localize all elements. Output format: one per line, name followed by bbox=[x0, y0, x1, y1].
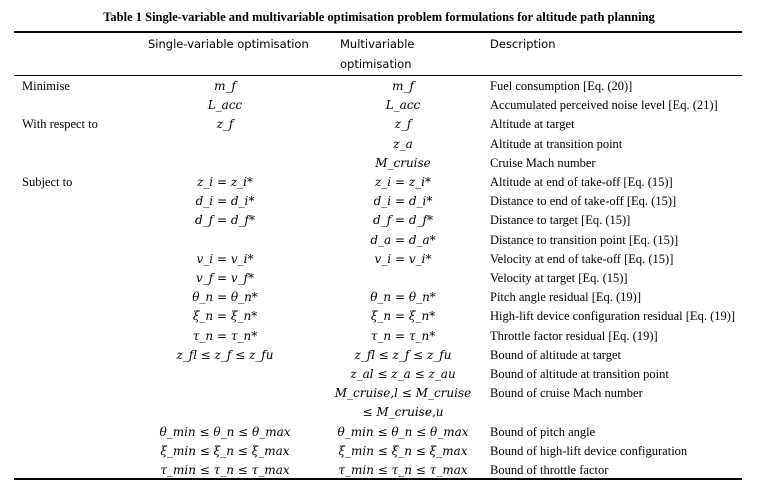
multivariable-cell: m_f bbox=[392, 79, 414, 93]
single-variable-cell: τ_n = τ_n* bbox=[192, 328, 258, 343]
table-caption: Table 1 Single-variable and multivariable optimisation problem formulations for altitude path planning bbox=[103, 10, 655, 24]
single-variable-cell: z_i = z_i* bbox=[196, 175, 253, 189]
table-row bbox=[0, 175, 758, 194]
table-row bbox=[0, 271, 758, 290]
table-row bbox=[0, 444, 758, 463]
description-cell: Altitude at end of take-off [Eq. (15)] bbox=[490, 175, 673, 189]
multivariable-cell: ≤ M_cruise,u bbox=[362, 405, 444, 420]
single-variable-cell: θ_n = θ_n* bbox=[192, 290, 258, 305]
header-single: Single-variable optimisation bbox=[148, 37, 309, 51]
header-multi-line2: optimisation bbox=[340, 57, 412, 71]
table-row bbox=[0, 367, 758, 386]
single-variable-cell: v_i = v_i* bbox=[196, 251, 254, 266]
description-cell: Bound of pitch angle bbox=[490, 424, 596, 439]
multivariable-cell: z_i = z_i* bbox=[374, 175, 431, 189]
table-row bbox=[0, 233, 758, 252]
single-variable-cell: m_f bbox=[214, 79, 236, 93]
multivariable-cell: θ_min ≤ θ_n ≤ θ_max bbox=[337, 424, 469, 439]
table-row bbox=[0, 98, 758, 117]
single-variable-cell: ξ_n = ξ_n* bbox=[192, 309, 258, 324]
multivariable-cell: z_f bbox=[394, 117, 412, 132]
table-row bbox=[0, 194, 758, 213]
table-row bbox=[0, 137, 758, 156]
table-row bbox=[0, 117, 758, 136]
description-cell: Pitch angle residual [Eq. (19)] bbox=[490, 290, 641, 305]
table-row bbox=[0, 348, 758, 367]
description-cell: Altitude at transition point bbox=[490, 136, 623, 151]
multivariable-cell: d_a = d_a* bbox=[370, 232, 436, 247]
table-row bbox=[0, 309, 758, 328]
table-row bbox=[0, 290, 758, 309]
multivariable-cell: ξ_n = ξ_n* bbox=[370, 309, 436, 324]
single-variable-cell: z_f bbox=[216, 117, 234, 132]
description-cell: Accumulated perceived noise level [Eq. (21)] bbox=[490, 98, 718, 113]
table-row bbox=[0, 213, 758, 232]
row-label: With respect to bbox=[22, 117, 98, 132]
description-cell: Bound of altitude at transition point bbox=[490, 367, 669, 381]
multivariable-cell: v_i = v_i* bbox=[374, 251, 432, 266]
description-cell: Distance to target [Eq. (15)] bbox=[490, 213, 631, 228]
multivariable-cell: τ_min ≤ τ_n ≤ τ_max bbox=[338, 463, 468, 477]
multivariable-cell: d_i = d_i* bbox=[373, 194, 433, 209]
multivariable-cell: θ_n = θ_n* bbox=[370, 290, 436, 305]
single-variable-cell: d_f = d_f* bbox=[195, 213, 255, 228]
table-row bbox=[0, 405, 758, 424]
table-row bbox=[0, 79, 758, 98]
table-row bbox=[0, 386, 758, 405]
header-description: Description bbox=[490, 37, 556, 51]
single-variable-cell: L_acc bbox=[207, 98, 243, 113]
row-label: Subject to bbox=[22, 175, 73, 189]
row-label: Minimise bbox=[22, 79, 70, 93]
multivariable-cell: M_cruise bbox=[375, 155, 431, 170]
header-multi-line1: Multivariable bbox=[340, 37, 415, 51]
single-variable-cell: τ_min ≤ τ_n ≤ τ_max bbox=[160, 463, 290, 477]
single-variable-cell: z_fl ≤ z_f ≤ z_fu bbox=[176, 347, 274, 362]
multivariable-cell: M_cruise,l ≤ M_cruise bbox=[334, 386, 472, 401]
description-cell: Bound of throttle factor bbox=[490, 463, 609, 477]
description-cell: Distance to transition point [Eq. (15)] bbox=[490, 232, 679, 247]
single-variable-cell: d_i = d_i* bbox=[195, 194, 255, 209]
description-cell: Bound of high-lift device configuration bbox=[490, 443, 688, 458]
multivariable-cell: d_f = d_f* bbox=[373, 213, 433, 228]
bottom-rule bbox=[14, 478, 742, 480]
multivariable-cell: L_acc bbox=[385, 98, 421, 113]
table-row bbox=[0, 425, 758, 444]
table-row bbox=[0, 329, 758, 348]
multivariable-cell: z_fl ≤ z_f ≤ z_fu bbox=[354, 347, 452, 362]
description-cell: Bound of cruise Mach number bbox=[490, 386, 643, 401]
multivariable-cell: ξ_min ≤ ξ_n ≤ ξ_max bbox=[338, 443, 468, 458]
description-cell: Altitude at target bbox=[490, 117, 575, 132]
multivariable-cell: z_al ≤ z_a ≤ z_au bbox=[350, 367, 456, 381]
description-cell: Bound of altitude at target bbox=[490, 347, 621, 362]
description-cell: Throttle factor residual [Eq. (19)] bbox=[490, 328, 658, 343]
description-cell: Cruise Mach number bbox=[490, 155, 596, 170]
description-cell: Velocity at end of take-off [Eq. (15)] bbox=[490, 251, 674, 266]
single-variable-cell: v_f = v_f* bbox=[195, 271, 255, 285]
description-cell: Velocity at target [Eq. (15)] bbox=[490, 271, 628, 285]
single-variable-cell: ξ_min ≤ ξ_n ≤ ξ_max bbox=[160, 443, 290, 458]
table-row bbox=[0, 252, 758, 271]
table-row bbox=[0, 156, 758, 175]
description-cell: Fuel consumption [Eq. (20)] bbox=[490, 79, 633, 93]
description-cell: Distance to end of take-off [Eq. (15)] bbox=[490, 194, 677, 209]
multivariable-cell: τ_n = τ_n* bbox=[370, 328, 436, 343]
multivariable-cell: z_a bbox=[393, 136, 413, 151]
single-variable-cell: θ_min ≤ θ_n ≤ θ_max bbox=[159, 424, 291, 439]
description-cell: High-lift device configuration residual [Eq. (19)] bbox=[490, 309, 736, 324]
